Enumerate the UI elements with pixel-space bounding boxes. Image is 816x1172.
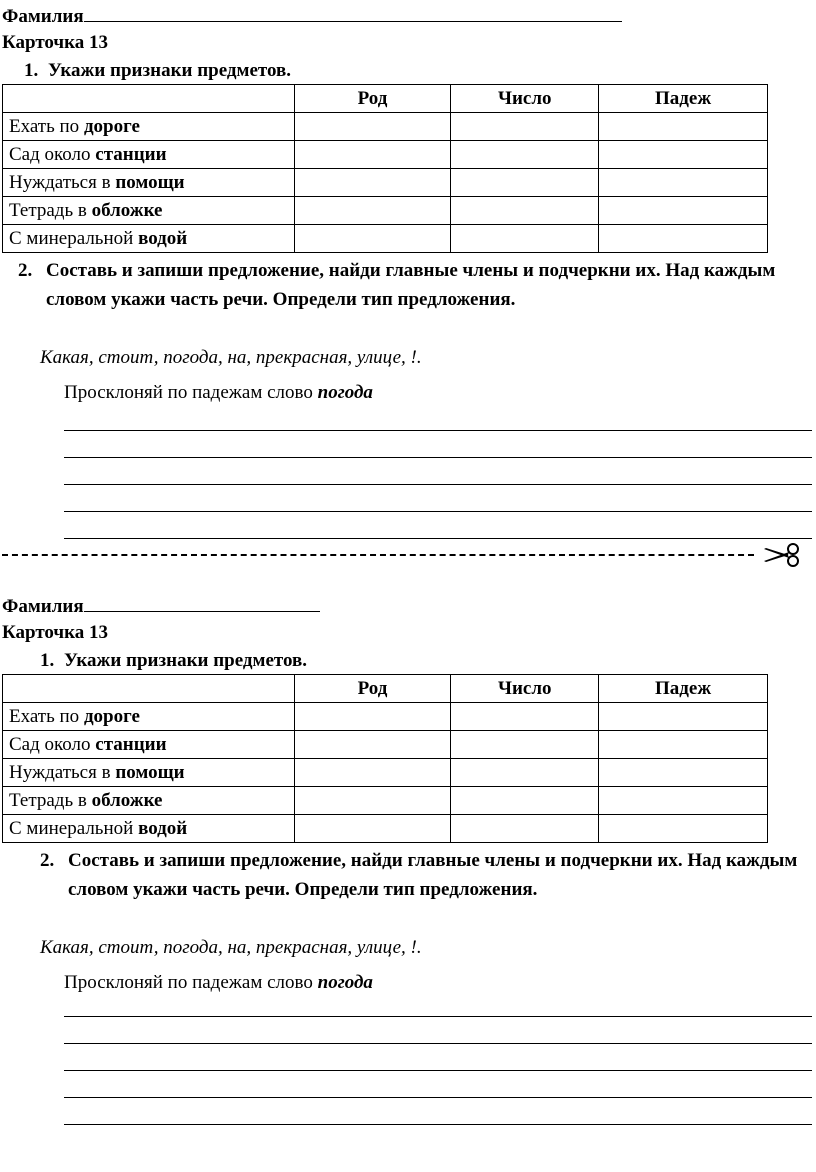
table-header-row bbox=[3, 85, 768, 113]
phrase-plain: Тетрадь в bbox=[9, 199, 92, 221]
answer-cell[interactable] bbox=[599, 169, 768, 197]
table-row bbox=[3, 225, 768, 253]
answer-cell[interactable] bbox=[294, 759, 451, 787]
card-title: Карточка 13 bbox=[2, 32, 109, 53]
decline-instruction bbox=[64, 972, 373, 994]
task-1-heading bbox=[40, 650, 307, 672]
word-list: Какая, стоит, погода, на, прекрасная, улице, !. bbox=[40, 347, 422, 368]
phrase-bold: обложке bbox=[91, 789, 163, 811]
table-row bbox=[3, 141, 768, 169]
table-header-case: Падеж bbox=[599, 675, 768, 703]
task-1-text: Укажи признаки предметов. bbox=[64, 650, 308, 671]
writing-line[interactable] bbox=[64, 430, 812, 431]
task-1-number: 1. bbox=[24, 60, 39, 81]
phrase-bold: дороге bbox=[83, 115, 140, 137]
task-2-heading bbox=[18, 256, 808, 314]
answer-cell[interactable] bbox=[599, 787, 768, 815]
task-2-text: Составь и запиши предложение, найди главные члены и подчеркни их. Над каждым словом укажи часть речи. Определи тип предложения. bbox=[46, 260, 776, 310]
surname-blank-line[interactable] bbox=[84, 4, 622, 22]
scissors-icon bbox=[762, 542, 802, 568]
answer-cell[interactable] bbox=[294, 787, 451, 815]
table-row bbox=[3, 703, 768, 731]
task-2-heading bbox=[40, 846, 816, 904]
table-row bbox=[3, 759, 768, 787]
phrase-cell bbox=[3, 197, 295, 225]
answer-cell[interactable] bbox=[294, 703, 451, 731]
decline-word: погода bbox=[317, 382, 373, 403]
surname-field bbox=[2, 4, 622, 28]
answer-cell[interactable] bbox=[451, 169, 599, 197]
phrase-bold: водой bbox=[138, 817, 188, 839]
answer-cell[interactable] bbox=[451, 141, 599, 169]
phrase-bold: обложке bbox=[91, 199, 163, 221]
phrase-bold: станции bbox=[95, 733, 167, 755]
decline-text: Просклоняй по падежам слово bbox=[64, 382, 318, 403]
word-list: Какая, стоит, погода, на, прекрасная, улице, !. bbox=[40, 937, 422, 958]
writing-line[interactable] bbox=[64, 1043, 812, 1044]
answer-cell[interactable] bbox=[294, 141, 451, 169]
dashed-cut-line bbox=[2, 554, 754, 556]
card-title: Карточка 13 bbox=[2, 622, 109, 643]
table-header-number: Число bbox=[451, 675, 599, 703]
task-1-heading bbox=[24, 60, 291, 82]
writing-line[interactable] bbox=[64, 457, 812, 458]
table-row bbox=[3, 113, 768, 141]
phrase-plain: Сад около bbox=[9, 733, 96, 755]
task-2-number: 2. bbox=[18, 260, 33, 281]
answer-cell[interactable] bbox=[294, 169, 451, 197]
phrase-cell bbox=[3, 731, 295, 759]
table-row bbox=[3, 815, 768, 843]
phrase-cell bbox=[3, 815, 295, 843]
task-1-number: 1. bbox=[40, 650, 55, 671]
answer-cell[interactable] bbox=[599, 731, 768, 759]
phrase-plain: С минеральной bbox=[9, 817, 139, 839]
surname-field bbox=[2, 594, 320, 618]
answer-cell[interactable] bbox=[294, 113, 451, 141]
phrase-plain: Нуждаться в bbox=[9, 171, 116, 193]
writing-line[interactable] bbox=[64, 1016, 812, 1017]
phrase-bold: помощи bbox=[115, 171, 185, 193]
phrase-cell bbox=[3, 113, 295, 141]
table-header-cell bbox=[3, 675, 295, 703]
cut-line bbox=[0, 542, 816, 570]
surname-label: Фамилия bbox=[2, 6, 84, 27]
properties-table bbox=[2, 84, 768, 253]
phrase-bold: водой bbox=[138, 227, 188, 249]
phrase-cell bbox=[3, 703, 295, 731]
answer-cell[interactable] bbox=[294, 815, 451, 843]
phrase-plain: Сад около bbox=[9, 143, 96, 165]
answer-cell[interactable] bbox=[599, 759, 768, 787]
answer-cell[interactable] bbox=[451, 731, 599, 759]
table-header-number: Число bbox=[451, 85, 599, 113]
writing-line[interactable] bbox=[64, 511, 812, 512]
phrase-cell bbox=[3, 759, 295, 787]
phrase-plain: Ехать по bbox=[9, 115, 84, 137]
table-row bbox=[3, 731, 768, 759]
phrase-bold: помощи bbox=[115, 761, 185, 783]
table-header-gender: Род bbox=[294, 85, 451, 113]
table-header-row bbox=[3, 675, 768, 703]
properties-table bbox=[2, 674, 768, 843]
task-2-text: Составь и запиши предложение, найди главные члены и подчеркни их. Над каждым словом укажи часть речи. Определи тип предложения. bbox=[68, 850, 798, 900]
answer-cell[interactable] bbox=[599, 703, 768, 731]
writing-line[interactable] bbox=[64, 538, 812, 539]
answer-cell[interactable] bbox=[451, 787, 599, 815]
phrase-plain: С минеральной bbox=[9, 227, 139, 249]
task-2-number: 2. bbox=[40, 850, 55, 871]
phrase-plain: Ехать по bbox=[9, 705, 84, 727]
answer-cell[interactable] bbox=[599, 141, 768, 169]
table-row bbox=[3, 787, 768, 815]
decline-word: погода bbox=[317, 972, 373, 993]
answer-cell[interactable] bbox=[599, 197, 768, 225]
writing-line[interactable] bbox=[64, 1070, 812, 1071]
answer-cell[interactable] bbox=[451, 759, 599, 787]
answer-cell[interactable] bbox=[294, 225, 451, 253]
phrase-cell bbox=[3, 225, 295, 253]
phrase-plain: Нуждаться в bbox=[9, 761, 116, 783]
answer-cell[interactable] bbox=[294, 731, 451, 759]
table-header-case: Падеж bbox=[599, 85, 768, 113]
answer-cell[interactable] bbox=[451, 113, 599, 141]
writing-line[interactable] bbox=[64, 484, 812, 485]
writing-line[interactable] bbox=[64, 1124, 812, 1125]
table-header-gender: Род bbox=[294, 675, 451, 703]
decline-instruction bbox=[64, 382, 373, 404]
surname-label: Фамилия bbox=[2, 596, 84, 617]
answer-cell[interactable] bbox=[451, 815, 599, 843]
answer-cell[interactable] bbox=[599, 225, 768, 253]
phrase-plain: Тетрадь в bbox=[9, 789, 92, 811]
table-header-cell bbox=[3, 85, 295, 113]
phrase-bold: станции bbox=[95, 143, 167, 165]
answer-cell[interactable] bbox=[451, 197, 599, 225]
decline-text: Просклоняй по падежам слово bbox=[64, 972, 318, 993]
answer-cell[interactable] bbox=[451, 703, 599, 731]
answer-cell[interactable] bbox=[294, 197, 451, 225]
surname-blank-line[interactable] bbox=[84, 594, 320, 612]
answer-cell[interactable] bbox=[599, 113, 768, 141]
phrase-cell bbox=[3, 141, 295, 169]
phrase-cell bbox=[3, 787, 295, 815]
phrase-bold: дороге bbox=[83, 705, 140, 727]
answer-cell[interactable] bbox=[599, 815, 768, 843]
task-1-text: Укажи признаки предметов. bbox=[48, 60, 292, 81]
table-row bbox=[3, 169, 768, 197]
writing-line[interactable] bbox=[64, 1097, 812, 1098]
phrase-cell bbox=[3, 169, 295, 197]
table-row bbox=[3, 197, 768, 225]
answer-cell[interactable] bbox=[451, 225, 599, 253]
